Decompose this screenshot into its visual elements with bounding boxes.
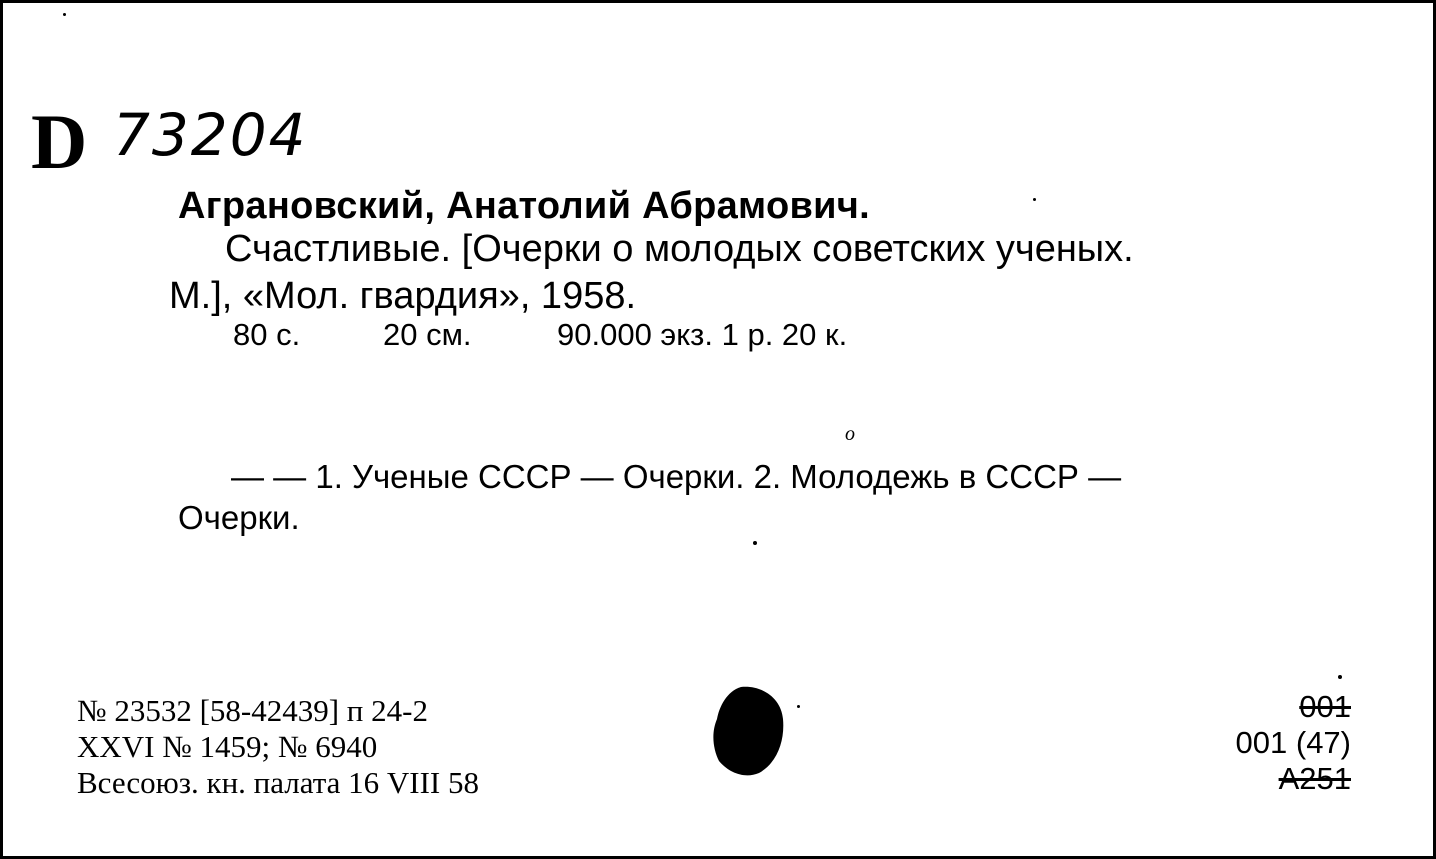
call-letter: D	[31, 98, 88, 185]
speck	[1338, 675, 1342, 679]
speck	[63, 13, 66, 16]
title-line-2: М.], «Мол. гвардия», 1958.	[169, 275, 637, 317]
author-heading: Аграновский, Анатолий Абрамович.	[178, 185, 871, 227]
speck	[1033, 198, 1036, 201]
physical-description	[233, 317, 847, 353]
author-mark: A251	[1278, 761, 1351, 796]
size: 20 см.	[383, 317, 472, 352]
copies-price: 90.000 экз. 1 р. 20 к.	[557, 317, 848, 352]
pencil-mark: o	[845, 423, 855, 445]
title-line-1: Счастливые. [Очерки о молодых советских ученых.	[225, 228, 1134, 270]
footer-line-3: Всесоюз. кн. палата 16 VIII 58	[77, 765, 480, 800]
subjects-line-2: Очерки.	[178, 499, 300, 536]
footer-line-1: № 23532 [58-42439] п 24-2	[77, 693, 428, 728]
speck	[797, 705, 800, 708]
pages: 80 с.	[233, 317, 301, 352]
speck	[753, 541, 757, 545]
call-number: 73204	[113, 101, 308, 169]
class-code-struck: 001	[1299, 689, 1351, 724]
subjects-line-1: — — 1. Ученые СССР — Очерки. 2. Молодежь в СССР —	[231, 458, 1122, 495]
class-code: 001 (47)	[1235, 725, 1351, 760]
footer-line-2: XXVI № 1459; № 6940	[77, 729, 378, 764]
ink-blot	[711, 685, 785, 777]
